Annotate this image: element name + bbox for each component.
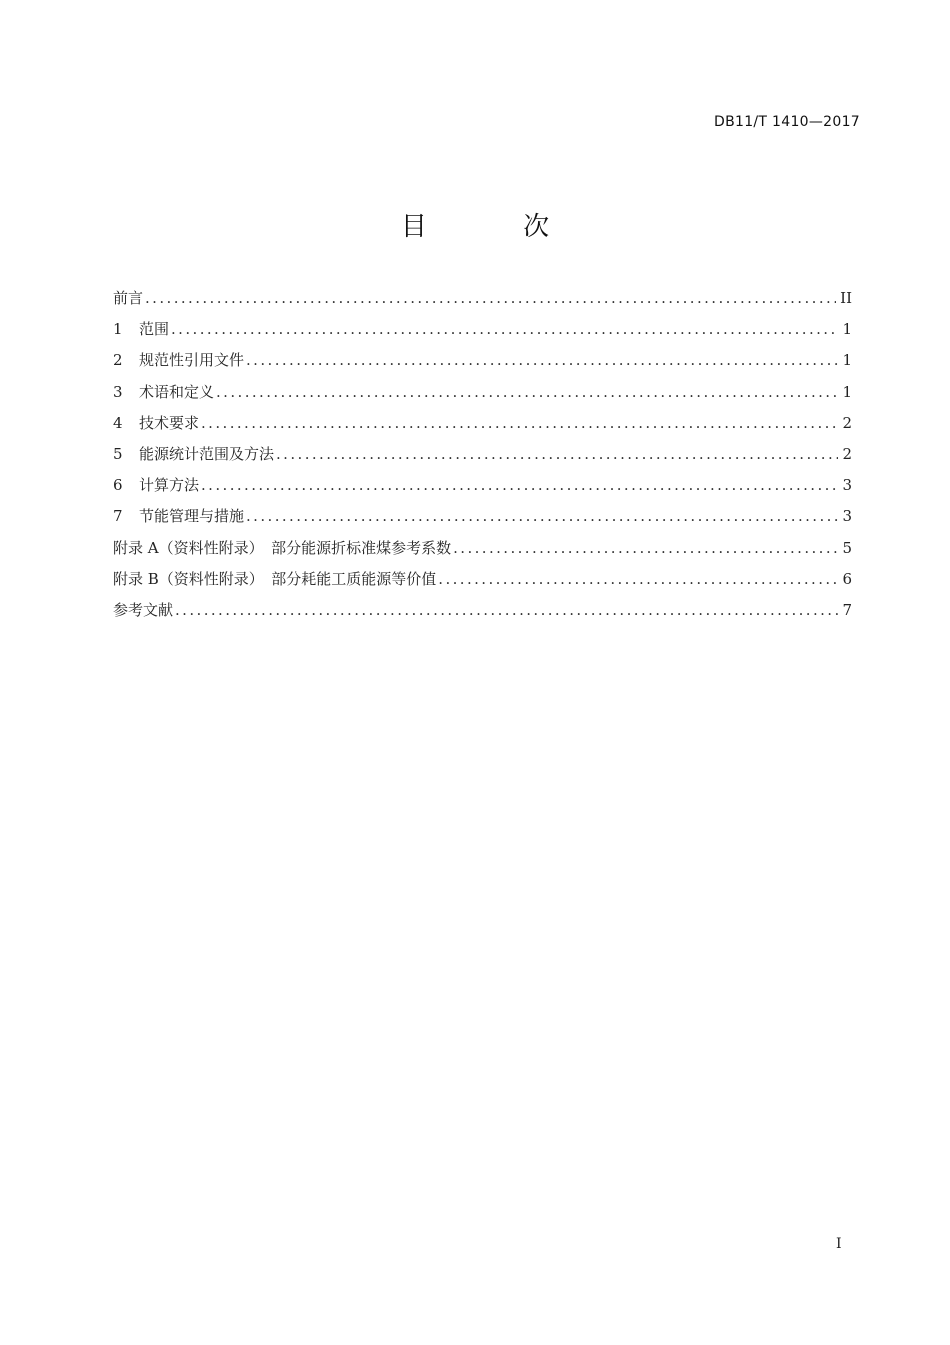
toc-leader-dots (438, 567, 838, 591)
toc-leader-dots (145, 286, 836, 310)
document-code: DB11/T 1410—2017 (714, 114, 860, 130)
toc-leader-dots (246, 504, 838, 528)
toc-entry-references[interactable] (113, 598, 852, 629)
toc-entry-label: 术语和定义 (139, 382, 215, 401)
toc-entry-label: 前言 (113, 289, 144, 307)
toc-entry-4[interactable] (113, 411, 852, 442)
toc-entry-label: 能源统计范围及方法 (139, 444, 275, 463)
toc-entry-foreword[interactable] (113, 286, 852, 317)
toc-page-number: 1 (842, 351, 852, 370)
toc-section-number: 6 (113, 476, 123, 495)
toc-leader-dots (201, 411, 838, 435)
toc-entry-label: 参考文献 (113, 600, 174, 619)
toc-entry-label: 技术要求 (139, 413, 200, 432)
toc-page-number: 1 (842, 382, 852, 401)
toc-section-number: 4 (113, 413, 123, 432)
toc-leader-dots (201, 473, 838, 497)
toc-page-number: II (840, 289, 852, 307)
table-of-contents (113, 286, 852, 629)
toc-leader-dots (246, 348, 838, 372)
toc-page-number: 5 (842, 538, 852, 557)
toc-section-number: 1 (113, 320, 123, 339)
toc-page-number: 3 (842, 507, 852, 526)
toc-title: 目 次 (400, 212, 594, 242)
toc-leader-dots (171, 317, 838, 341)
toc-section-number: 3 (113, 382, 123, 401)
toc-entry-3[interactable] (113, 380, 852, 411)
toc-entry-label: 节能管理与措施 (139, 507, 245, 526)
toc-section-number: 7 (113, 507, 123, 526)
toc-entry-5[interactable] (113, 442, 852, 473)
toc-entry-label: 范围 (139, 320, 170, 339)
toc-page-number: 2 (842, 413, 852, 432)
toc-section-number: 2 (113, 351, 123, 370)
toc-page-number: 1 (842, 320, 852, 339)
toc-entry-appendix-b[interactable] (113, 567, 852, 598)
page-number: I (836, 1236, 842, 1252)
toc-entry-1[interactable] (113, 317, 852, 348)
toc-leader-dots (175, 598, 838, 622)
toc-entry-label: 规范性引用文件 (139, 351, 245, 370)
toc-leader-dots (216, 380, 838, 404)
toc-entry-2[interactable] (113, 348, 852, 379)
toc-page-number: 3 (842, 476, 852, 495)
toc-entry-appendix-a[interactable] (113, 536, 852, 567)
toc-entry-label: 计算方法 (139, 476, 200, 495)
toc-page-number: 2 (842, 444, 852, 463)
toc-page-number: 7 (842, 600, 852, 619)
toc-section-number: 5 (113, 444, 123, 463)
toc-leader-dots (276, 442, 838, 466)
toc-entry-7[interactable] (113, 504, 852, 535)
toc-entry-label: 附录 B（资料性附录） 部分耗能工质能源等价值 (113, 569, 437, 588)
toc-leader-dots (453, 536, 838, 560)
toc-entry-6[interactable] (113, 473, 852, 504)
toc-page-number: 6 (842, 569, 852, 588)
toc-entry-label: 附录 A（资料性附录） 部分能源折标准煤参考系数 (113, 538, 452, 557)
